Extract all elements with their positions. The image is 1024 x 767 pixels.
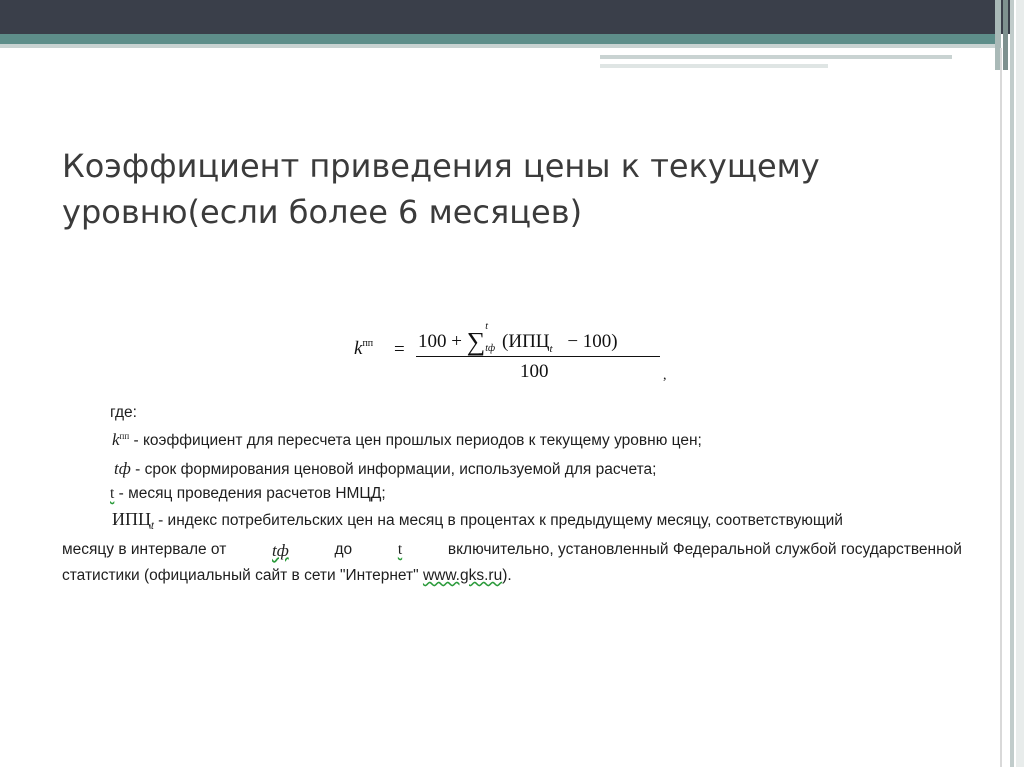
- slide-title: [62, 143, 942, 235]
- header-decor-line: [600, 55, 952, 59]
- formula-lhs: $k^{пп}$: [354, 338, 374, 359]
- legend-line-interval: месяцу в интервале от tф до t включительно, установленный Федеральной службой государственной: [62, 541, 962, 560]
- fraction-bar: [416, 356, 660, 357]
- legend-line-ipc: $ИПЦ_t$ - индекс потребительских цен на месяц в процентах к предыдущему месяцу, соответствующий: [112, 509, 843, 533]
- sum-upper-limit: t: [485, 320, 489, 332]
- slide-title-line2: уровню(если более 6 месяцев): [62, 193, 583, 231]
- right-decor-bar: [1003, 0, 1008, 70]
- header-accent-stripe: [0, 34, 1000, 44]
- legend-line-source: статистики (официальный сайт в сети "Интернет" www.gks.ru).: [62, 567, 512, 584]
- slide-header-bar: [0, 0, 1010, 34]
- formula-denominator: 100: [520, 361, 549, 382]
- legend-intro: где:: [110, 404, 137, 421]
- price-coefficient-formula: [348, 318, 688, 388]
- right-edge-bar: [1016, 0, 1024, 767]
- slide-title-line1: Коэффициент приведения цены к текущему: [62, 147, 820, 185]
- formula-numerator: 100 + ∑ t tф $(ИПЦ_t - 100)$: [418, 320, 618, 356]
- right-edge-bar: [1010, 0, 1014, 767]
- formula-lhs-sup: пп: [362, 338, 374, 349]
- legend-line-k: $k^{пп}$ - коэффициент для пересчета цен прошлых периодов к текущему уровню цен;: [112, 430, 702, 449]
- slide-right-edge: [1000, 48, 1002, 767]
- legend-line-t: t - месяц проведения расчетов НМЦД;: [110, 485, 386, 502]
- formula-equals: =: [394, 339, 405, 360]
- legend-line-tf: tф - срок формирования ценовой информации, используемой для расчета;: [114, 459, 657, 478]
- formula-comma: ,: [663, 368, 667, 383]
- sum-lower-limit: tф: [485, 342, 496, 354]
- numerator-tail: − 100): [567, 331, 618, 352]
- gks-link[interactable]: www.gks.ru: [422, 567, 503, 584]
- header-thin-stripe: [0, 44, 1000, 48]
- header-decor-line-short: [600, 64, 828, 68]
- ipc-subscript: t: [549, 342, 553, 355]
